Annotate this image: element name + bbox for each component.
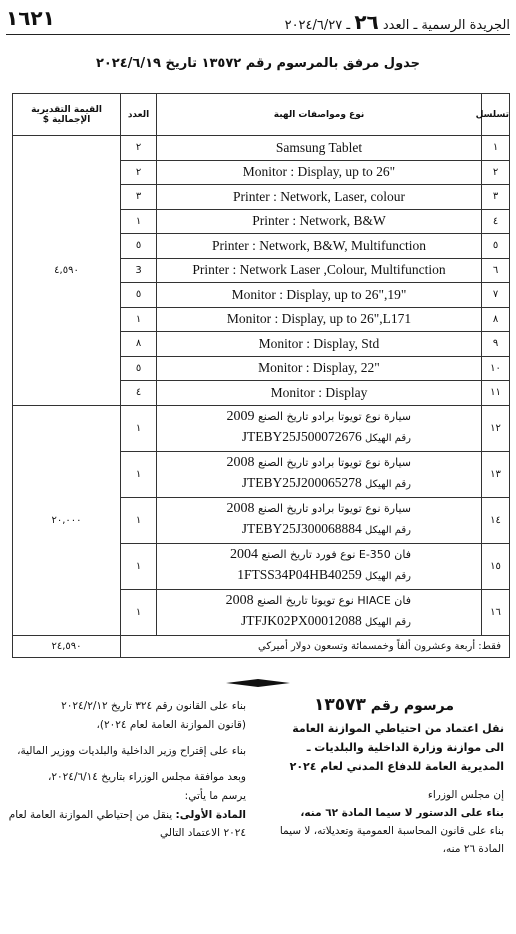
vehicle-year: 2009 [226,409,255,424]
header-qty: العدد [121,94,157,136]
chassis-label: رقم الهيكل [365,479,411,490]
row-desc: Monitor : Display, up to 26",19" [157,283,482,308]
row-qty: ٥ [121,234,157,259]
page-header [6,6,510,32]
vehicle-year: 2004 [229,547,258,562]
decree-intro: إن مجلس الوزراء [427,789,504,801]
page-number: ١٦٢١ [6,6,55,30]
article-text: ينقل من إحتياطي الموازنة العامة لعام ٢٠٢٤ الاعتماد التالي [8,809,246,839]
row-desc [157,405,482,451]
chassis-line [157,611,411,633]
row-desc: Monitor : Display, Std [157,332,482,357]
chassis-number: JTEBY25J500072676 [241,429,362,444]
row-qty: ١ [121,497,157,543]
row-desc [157,497,482,543]
chassis-line [157,473,411,495]
chassis-label: رقم الهيكل [365,617,411,628]
chassis-label: رقم الهيكل [365,571,411,582]
row-desc [157,589,482,635]
row-seq: ٧ [482,283,510,308]
chassis-number: JTEBY25J200065278 [241,475,362,490]
row-desc: Printer : Network, B&W, Multifunction [157,234,482,259]
left-para-1b: (قانون الموازنة العامة لعام ٢٠٢٤)، [96,719,246,731]
table-row [13,405,510,451]
chassis-label: رقم الهيكل [365,433,411,444]
chassis-number: JTFJK02PX00012088 [241,613,362,628]
row-seq: ١٦ [482,589,510,635]
total-value: ٢٤,٥٩٠ [13,635,121,657]
decree-heading: مرسوم رقم ١٣٥٧٣ [313,695,455,715]
vehicle-year: 2008 [226,501,255,516]
total-row [13,635,510,657]
header-seq: تسلسل [482,94,510,136]
row-desc: Monitor : Display, 22" [157,356,482,381]
journal-title: الجريدة الرسمية ـ العدد ٢٦ ـ ٢٠٢٤/٦/٢٧ [284,10,510,34]
row-qty: ٣ [121,185,157,210]
header-rule [6,34,510,35]
vehicle-type: فان E-350 نوع فورد تاريخ الصنع [261,548,411,561]
decree-basis-1: بناء على الدستور لا سيما المادة ٦٢ منه، [300,807,504,819]
row-qty: ١ [121,209,157,234]
decree-number: ١٣٥٧٣ [313,695,366,715]
row-seq: ٨ [482,307,510,332]
decree-basis-2: بناء على قانون المحاسبة العمومية وتعديلاته، لا سيما المادة ٢٦ منه، [279,825,504,855]
chassis-number: 1FTSS34P04HB40259 [237,567,362,582]
issue-number: ٢٦ [354,10,379,34]
row-seq: ١٢ [482,405,510,451]
row-desc: Samsung Tablet [157,136,482,161]
row-qty: ٤ [121,381,157,406]
vehicle-year: 2008 [225,593,254,608]
row-seq: ٥ [482,234,510,259]
row-seq: ١ [482,136,510,161]
row-desc: Monitor : Display, up to 26" [157,160,482,185]
row-desc: Printer : Network, B&W [157,209,482,234]
vehicle-type: سيارة نوع تويوتا برادو تاريخ الصنع [257,410,411,423]
vehicle-type: سيارة نوع تويوتا برادو تاريخ الصنع [257,502,411,515]
row-qty: ١ [121,543,157,589]
chassis-label: رقم الهيكل [365,525,411,536]
chassis-line [157,565,411,587]
vehicle-type: سيارة نوع تويوتا برادو تاريخ الصنع [257,456,411,469]
decree-right-column [264,695,504,858]
row-seq: ١٠ [482,356,510,381]
header-value: القيمة التقديرية الإجمالية $ [13,94,121,136]
article-one [6,806,246,842]
decree-subject-1: نقل اعتماد من احتياطي الموازنة العامة [292,722,504,735]
row-qty: ٥ [121,356,157,381]
row-qty: 3 [121,258,157,283]
row-desc: Monitor : Display [157,381,482,406]
row-qty: ١ [121,405,157,451]
issue-date: ـ ٢٠٢٤/٦/٢٧ [284,18,351,33]
section-separator [226,679,290,687]
row-seq: ١٤ [482,497,510,543]
row-seq: ٢ [482,160,510,185]
left-para-4: يرسم ما يأتي: [184,790,246,802]
left-para-2: بناء على إقتراح وزير الداخلية والبلديات ووزير المالية، [17,745,246,757]
table-header-row [13,94,510,136]
row-desc: Monitor : Display, up to 26",L171 [157,307,482,332]
left-para-1: بناء على القانون رقم ٣٢٤ تاريخ ٢٠٢٤/٢/١٢ [61,700,246,712]
chassis-line [157,519,411,541]
row-qty: ٢ [121,160,157,185]
row-qty: ٢ [121,136,157,161]
decree-subject-3: المديرية العامة للدفاع المدني لعام ٢٠٢٤ [289,760,504,773]
row-desc [157,543,482,589]
row-desc: Printer : Network Laser ,Colour, Multifunction [157,258,482,283]
row-qty: ١ [121,307,157,332]
table-row [13,136,510,161]
row-seq: ١٣ [482,451,510,497]
group-value: ٤,٥٩٠ [13,136,121,406]
row-seq: ٦ [482,258,510,283]
vehicle-line [157,591,411,611]
vehicle-type: فان HIACE نوع تويوتا تاريخ الصنع [257,594,411,607]
row-seq: ١١ [482,381,510,406]
row-qty: ٥ [121,283,157,308]
row-seq: ٣ [482,185,510,210]
vehicle-line [157,453,411,473]
chassis-number: JTEBY25J300068884 [241,521,362,536]
vehicle-year: 2008 [226,455,255,470]
row-seq: ٤ [482,209,510,234]
total-words: فقط: أربعة وعشرون ألفاً وخمسمائة وتسعون دولار أميركي [121,635,510,657]
table-title: جدول مرفق بالمرسوم رقم ١٣٥٧٢ تاريخ ٢٠٢٤/٦/١٩ [95,56,421,71]
left-para-3: وبعد موافقة مجلس الوزراء بتاريخ ٢٠٢٤/٦/١٤، [48,771,246,783]
donations-table [12,93,510,658]
row-seq: ١٥ [482,543,510,589]
vehicle-line [157,407,411,427]
decree-left-column [6,697,246,843]
row-qty: ٨ [121,332,157,357]
row-desc [157,451,482,497]
chassis-line [157,427,411,449]
vehicle-line [157,545,411,565]
article-label: المادة الأولى: [175,809,246,821]
row-desc: Printer : Network, Laser, colour [157,185,482,210]
row-seq: ٩ [482,332,510,357]
decree-subject-2: الى موازنة وزارة الداخلية والبلديات ـ [306,741,504,754]
row-qty: ١ [121,589,157,635]
header-desc: نوع ومواصفات الهبة [157,94,482,136]
row-qty: ١ [121,451,157,497]
vehicle-line [157,499,411,519]
group-value: ٢٠,٠٠٠ [13,405,121,635]
